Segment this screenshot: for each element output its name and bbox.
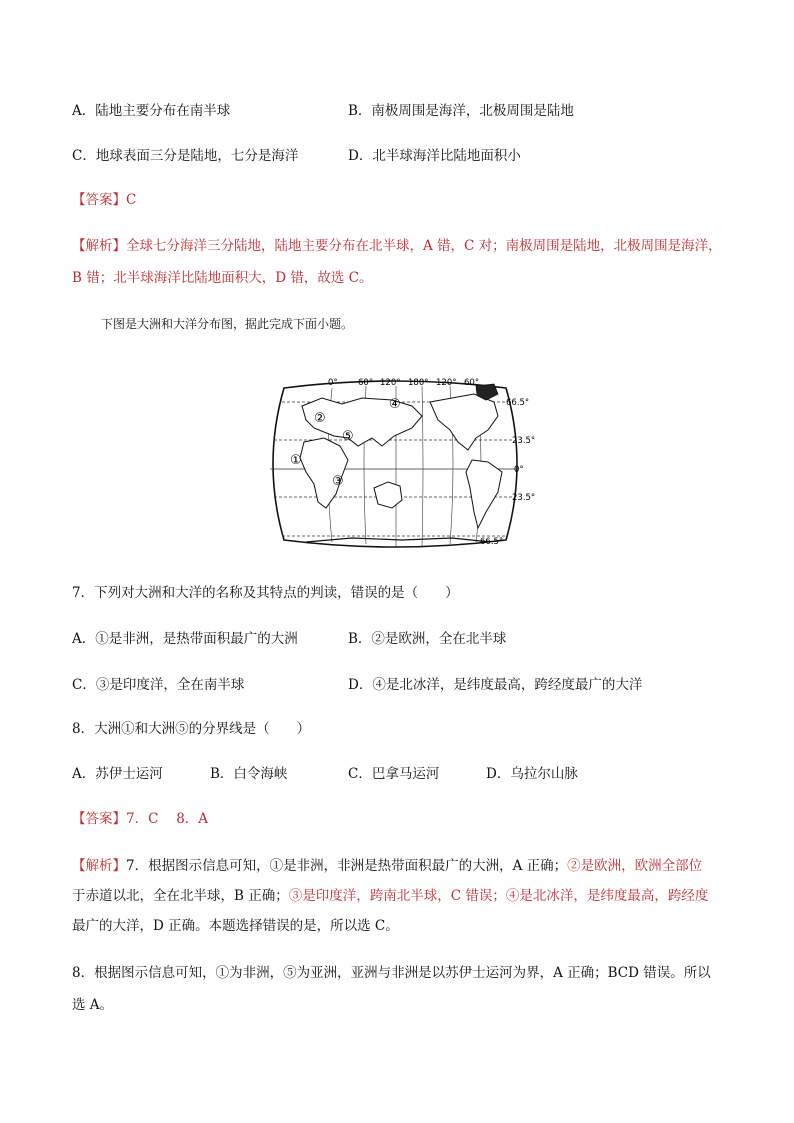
africa-shape — [300, 438, 348, 508]
lat-label: 66.5° — [480, 537, 504, 547]
lat-label: 66.5° — [506, 398, 530, 408]
analysis-text: 全球七分海洋三分陆地，陆地主要分布在北半球，A 错，C 对；南极周围是陆地，北极周围是海洋， — [126, 238, 722, 254]
south-america-shape — [466, 460, 502, 528]
analysis-line-1 — [72, 856, 702, 876]
marker-5: ⑤ — [342, 429, 354, 444]
q8-stem: 8．大洲①和大洲⑤的分界线是（ ） — [72, 721, 311, 737]
lon-label: 60° — [358, 378, 374, 388]
lon-label: 60° — [464, 378, 480, 388]
q6-option-d: D．北半球海洋比陆地面积小 — [348, 148, 521, 164]
answer-value: 7．C 8．A — [126, 811, 209, 827]
marker-1: ① — [290, 453, 302, 468]
q8-option-a: A．苏伊士运河 — [72, 766, 163, 782]
lat-label: 0° — [514, 465, 524, 475]
analysis-q8-line-1: 8．根据图示信息可知，①为非洲，⑤为亚洲，亚洲与非洲是以苏伊士运河为界，A 正确；BCD 错误。所以 — [72, 965, 711, 981]
q7-option-b: B．②是欧洲，全在北半球 — [348, 631, 507, 647]
marker-3: ③ — [332, 474, 344, 489]
q8-option-b: B．白令海峡 — [210, 766, 288, 782]
q7-option-c: C．③是印度洋，全在南半球 — [72, 677, 245, 693]
q8-option-d: D．乌拉尔山脉 — [486, 766, 578, 782]
answers — [72, 809, 208, 829]
analysis-text-red: ③是印度洋，跨南北半球，C 错误；④是北冰洋，是纬度最高，跨经度 — [288, 888, 709, 904]
analysis-text-red: ②是欧洲，欧洲全部位 — [567, 858, 703, 874]
q6-answer — [72, 190, 136, 210]
lat-label: 23.5° — [512, 436, 536, 446]
q7-stem: 7．下列对大洲和大洋的名称及其特点的判读，错误的是（ ） — [72, 585, 459, 601]
analysis-q8-line-2: 选 A。 — [72, 997, 114, 1013]
antarctica-shape — [306, 538, 490, 542]
lon-label: 120° — [380, 378, 401, 388]
q6-analysis-line-1 — [72, 236, 722, 256]
map-intro: 下图是大洲和大洋分布图，据此完成下面小题。 — [101, 317, 354, 331]
lon-label: 120° — [436, 378, 457, 388]
lat-label: 23.5° — [512, 493, 536, 503]
q8-option-c: C．巴拿马运河 — [348, 766, 440, 782]
marker-2: ② — [314, 411, 326, 426]
q6-option-a: A．陆地主要分布在南半球 — [72, 103, 231, 119]
world-map — [262, 376, 536, 552]
analysis-tag: 【解析】 — [72, 858, 126, 874]
north-america-shape — [430, 394, 498, 450]
lon-label: 0° — [328, 378, 338, 388]
answer-value: C — [126, 192, 137, 208]
analysis-tag: 【解析】 — [72, 238, 126, 254]
analysis-text: 于赤道以北，全在北半球，B 正确； — [72, 888, 289, 904]
q6-analysis-line-2: B 错；北半球海洋比陆地面积大，D 错，故选 C。 — [72, 270, 373, 286]
q6-option-c: C．地球表面三分是陆地，七分是海洋 — [72, 148, 299, 164]
marker-4: ④ — [389, 397, 401, 412]
lon-label: 180° — [408, 378, 429, 388]
q7-option-a: A．①是非洲，是热带面积最广的大洲 — [72, 631, 298, 647]
q6-option-b: B．南极周围是海洋，北极周围是陆地 — [348, 103, 574, 119]
q7-option-d: D．④是北冰洋，是纬度最高，跨经度最广的大洋 — [348, 677, 643, 693]
meridian-180 — [422, 386, 423, 546]
answer-tag: 【答案】 — [72, 192, 126, 208]
analysis-line-3: 最广的大洋，D 正确。本题选择错误的是，所以选 C。 — [72, 918, 399, 934]
analysis-text: 7．根据图示信息可知，①是非洲，非洲是热带面积最广的大洲，A 正确； — [126, 858, 568, 874]
answer-tag: 【答案】 — [72, 811, 126, 827]
australia-shape — [374, 482, 402, 508]
analysis-line-2 — [72, 886, 708, 906]
